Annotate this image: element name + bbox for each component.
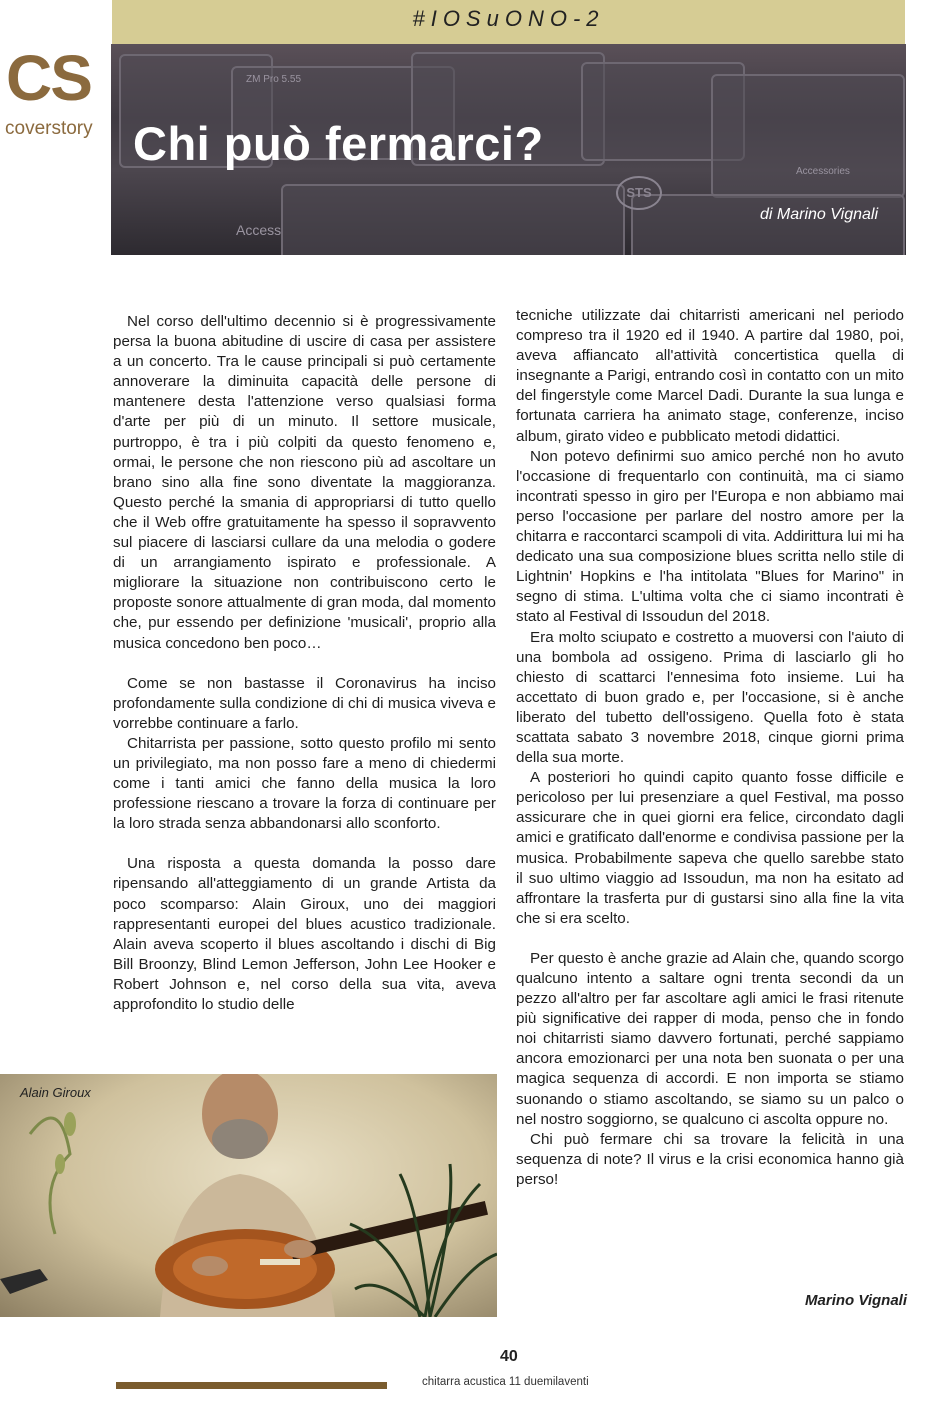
- footer-bar: [116, 1382, 387, 1389]
- section-label: coverstory: [5, 118, 93, 139]
- guitarist-photo: [0, 1074, 497, 1317]
- flight-case: [631, 194, 905, 255]
- article-paragraph: Era molto sciupato e costretto a muoversi con l'aiuto di una bombola ad ossigeno. Prima di lasciarlo gli ho chiesto di scattarci l'ennesima foto insieme. Lui ha accettato di buon grado e, per l'occasione, si è anche liberato del tubetto dell'ossigeno. Quella foto è stata scattata sabato 3 novembre 2018, cinque giorni prima della sua morte.: [516, 628, 904, 767]
- hero-banner: [111, 44, 906, 255]
- article-paragraph: Chitarrista per passione, sotto questo profilo mi sento un privilegiato, ma non posso fare a meno di chiedermi come i tanti amici che fanno della musica la loro professione riescano a trovare la forza di continuare per la loro strada senza abbandonarsi allo sconforto.: [113, 734, 496, 833]
- article-paragraph: tecniche utilizzate dai chitarristi americani nel periodo compreso tra il 1920 ed il 1940. A partire dal 1980, poi, aveva affiancato all'attività concertistica quella di insegnante a Parigi, entrando così in contatto con un mito del fingerstyle come Marcel Dadi. Durante la sua lunga e fortunata carriera ha animato stage, conferenze, inciso album, girato video e pubblicato metodi didattici.: [516, 307, 904, 445]
- article-byline: di Marino Vignali: [760, 206, 878, 223]
- article-paragraph: Per questo è anche grazie ad Alain che, quando scorgo qualcuno intento a saltare ogni trenta secondi da un pezzo all'altro per far ascoltare agli amici le frasi ritenute più significative dei rapper di moda, penso che in fondo noi chitarristi siamo davvero fortunati, perché sappiamo ancora emozionarci per una nota ben suonata o per una magica sequenza di accordi. E non importa se stiamo suonando o stiamo ascoltando, se siamo su un palco o nel nostro soggiorno, se qualcuno ci ascolta oppure no.: [516, 949, 904, 1128]
- article-column-left: [113, 312, 496, 1015]
- guitarist-illustration: [0, 1074, 497, 1317]
- page-number: 40: [500, 1348, 518, 1365]
- footer-publication: chitarra acustica 11 duemilaventi: [422, 1376, 589, 1388]
- article-paragraph: Come se non bastasse il Coronavirus ha inciso profondamente sulla condizione di chi di musica viveva e vorrebbe continuare a farlo.: [113, 674, 496, 732]
- article-paragraph: A posteriori ho quindi capito quanto fosse difficile e pericoloso per lui presenziare a quel Festival, ma posso assicurare che in quei giorni era felice, circondato dagli amici e gratificato dall'enorme e condivisa passione per la musica. Probabilmente sapeva che quello sarebbe stato il suo ultimo viaggio ad Issoudun, ma non ha esitato ad affrontare la trasferta pur di gustarsi sino alla fine la vita che si era scelto.: [516, 769, 904, 927]
- article-paragraph: Chi può fermare chi sa trovare la felicità in una sequenza di note? Il virus e la crisi economica hanno già perso!: [516, 1130, 904, 1188]
- article-column-right: [516, 306, 904, 1190]
- case-label: Access: [236, 222, 282, 238]
- hashtag-title: #IOSuONO-2: [412, 6, 605, 31]
- photo-caption: Alain Giroux: [20, 1085, 91, 1100]
- article-paragraph: Una risposta a questa domanda la posso dare ripensando all'atteggiamento di un grande Artista da poco scomparso: Alain Giroux, uno dei maggiori rappresentanti europei del blues acustico tradizionale. Alain aveva scoperto il blues ascoltando i dischi di Big Bill Broonzy, Blind Lemon Jefferson, John Lee Hooker e Robert Johnson e, nel corso della sua vita, aveva approfondito lo studio delle: [113, 855, 496, 1013]
- author-signature: Marino Vignali: [805, 1292, 907, 1309]
- case-label: Accessories: [796, 166, 850, 177]
- article-title: Chi può fermarci?: [133, 117, 544, 170]
- flight-case: [711, 74, 905, 198]
- sts-logo: STS: [616, 176, 662, 210]
- section-logo: CS: [6, 42, 91, 114]
- case-label: ZM Pro 5.55: [246, 74, 302, 85]
- hashtag-banner: [112, 0, 905, 44]
- flight-case: [281, 184, 625, 255]
- article-paragraph: Nel corso dell'ultimo decennio si è progressivamente persa la buona abitudine di uscire di casa per assistere a un concerto. Tra le cause principali si può certamente annoverare la diminuita capacità delle persone di mantenere desta l'attenzione verso qualsiasi forma d'arte per più di un minuto. Il settore musicale, purtroppo, è tra i più colpiti da questo fenomeno e, ormai, le persone che non riescono più ad ascoltare un brano sino alla fine sono diventate la maggioranza. Questo perché la smania di appropriarsi di tutto quello che il Web offre gratuitamente ha spesso il sopravvento sul piacere di lasciarsi cullare da una melodia o godere di un arrangiamento ispirato e professionale. A migliorare la situazione non contribuiscono certo le proposte sonore attualmente di gran moda, dal momento che, pur essendo per definizione 'musicali', proprio alla musica concedono ben poco…: [113, 313, 496, 652]
- article-paragraph: Non potevo definirmi suo amico perché non ho avuto l'occasione di frequentarlo con continuità, ma ci siamo incontrati spesso in giro per l'Europa e non abbiamo mai perso l'occasione per parlare del nostro amore per la chitarra e raccontarci scampoli di vita. Addirittura lui mi ha dedicato una sua composizione blues scritta nello stile di Lightnin' Hopkins e l'ha intitolata "Blues for Marino" in segno di stima. L'ultima volta che ci siamo incontrati è stato al Festival di Issoudun del 2018.: [516, 447, 904, 626]
